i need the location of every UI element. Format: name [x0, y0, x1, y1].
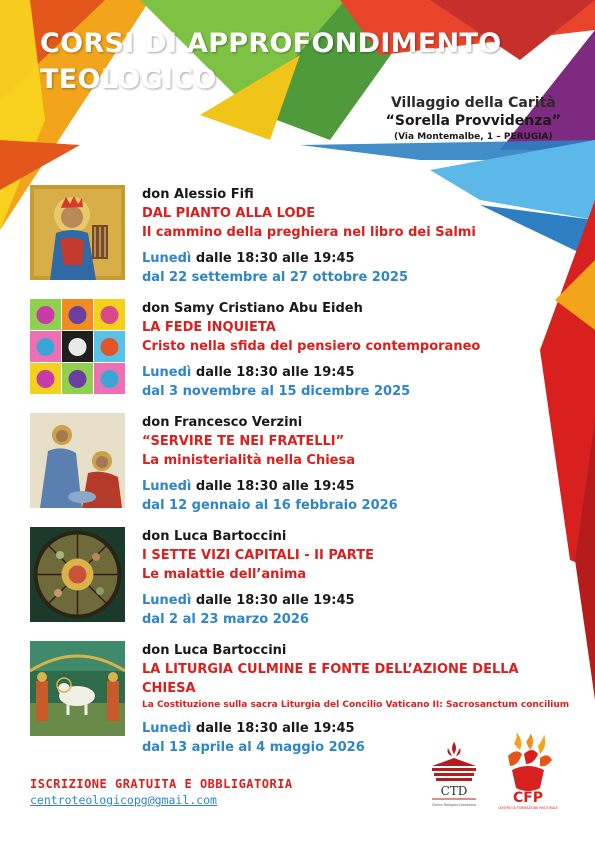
course-time: dalle 18:30 alle 19:45: [195, 721, 355, 736]
course-time: dalle 18:30 alle 19:45: [195, 365, 355, 380]
course-title: DAL PIANTO ALLA LODE: [142, 206, 316, 221]
course-dates: dal 12 gennaio al 16 febbraio 2026: [142, 498, 398, 513]
course-info: [142, 413, 398, 515]
cfp-logo: [496, 732, 560, 816]
lamb-of-god-mosaic: [30, 641, 125, 736]
title-line-1: CORSI DI APPROFONDIMENTO: [40, 28, 502, 59]
course-time: dalle 18:30 alle 19:45: [195, 251, 355, 266]
course-teacher: don Luca Bartoccini: [142, 529, 287, 544]
venue-name: Villaggio della Carità: [390, 95, 556, 111]
washing-of-feet-mosaic: [30, 413, 125, 508]
course-schedule: [142, 477, 398, 496]
course-subtitle: Il cammino della preghiera nel libro dei Salmi: [142, 225, 476, 240]
page-title: [40, 26, 501, 98]
course-schedule: [142, 249, 476, 268]
course-subtitle: Le malattie dell’anima: [142, 567, 307, 582]
course-day: Lunedì: [142, 479, 192, 494]
seven-deadly-sins-wheel: [30, 527, 125, 622]
course-info: [142, 299, 480, 401]
svg-text:CENTRO DI FORMAZIONE PASTORALE: CENTRO DI FORMAZIONE PASTORALE: [498, 806, 558, 810]
course-subtitle: La ministerialità nella Chiesa: [142, 453, 355, 468]
king-david-icon: [30, 185, 125, 280]
course-dates: dal 13 aprile al 4 maggio 2026: [142, 740, 365, 755]
venue-subname: “Sorella Provvidenza”: [385, 113, 561, 129]
course-info: [142, 185, 476, 287]
cfp-logo-text: CFP: [512, 790, 544, 806]
course-teacher: don Alessio Fifi: [142, 187, 254, 202]
course-item: [30, 527, 570, 637]
course-day: Lunedì: [142, 365, 192, 380]
course-day: Lunedì: [142, 721, 192, 736]
registration-label: ISCRIZIONE GRATUITA E OBBLIGATORIA: [30, 777, 293, 791]
course-time: dalle 18:30 alle 19:45: [195, 593, 355, 608]
course-title: I SETTE VIZI CAPITALI - II PARTE: [142, 548, 374, 563]
course-dates: dal 22 settembre al 27 ottobre 2025: [142, 270, 408, 285]
course-title: LA FEDE INQUIETA: [142, 320, 276, 335]
course-title: LA LITURGIA CULMINE E FONTE DELL’AZIONE DELLA CHIESA: [142, 662, 519, 696]
course-item: [30, 185, 570, 295]
course-dates: dal 2 al 23 marzo 2026: [142, 612, 309, 627]
course-subtitle: Cristo nella sfida del pensiero contemporaneo: [142, 339, 481, 354]
course-item: [30, 641, 570, 755]
venue-address: (Via Montemalbe, 1 – PERUGIA): [394, 132, 553, 142]
pop-art-christ-grid: [30, 299, 125, 394]
course-info: [142, 527, 374, 629]
registration-block: [30, 776, 293, 808]
course-teacher: don Samy Cristiano Abu Eideh: [142, 301, 363, 316]
course-title: “SERVIRE TE NEI FRATELLI”: [142, 434, 345, 449]
registration-email-link[interactable]: centroteologicopg@gmail.com: [30, 793, 217, 807]
ctd-logo-text: CTD: [440, 784, 468, 798]
course-dates: dal 3 novembre al 15 dicembre 2025: [142, 384, 411, 399]
course-day: Lunedì: [142, 593, 192, 608]
ctd-logo: [424, 738, 484, 810]
venue-block: [386, 94, 561, 144]
course-subtitle: La Costituzione sulla sacra Liturgia del Concilio Vaticano II: Sacrosanctum concilium: [142, 700, 570, 710]
course-item: [30, 413, 570, 523]
title-line-2: TEOLOGICO: [40, 64, 217, 95]
course-teacher: don Luca Bartoccini: [142, 643, 287, 658]
course-item: [30, 299, 570, 409]
svg-text:Centro Teologico Diocesano: Centro Teologico Diocesano: [431, 803, 477, 807]
course-teacher: don Francesco Verzini: [142, 415, 303, 430]
course-schedule: [142, 363, 480, 382]
course-day: Lunedì: [142, 251, 192, 266]
course-time: dalle 18:30 alle 19:45: [195, 479, 355, 494]
course-schedule: [142, 591, 374, 610]
